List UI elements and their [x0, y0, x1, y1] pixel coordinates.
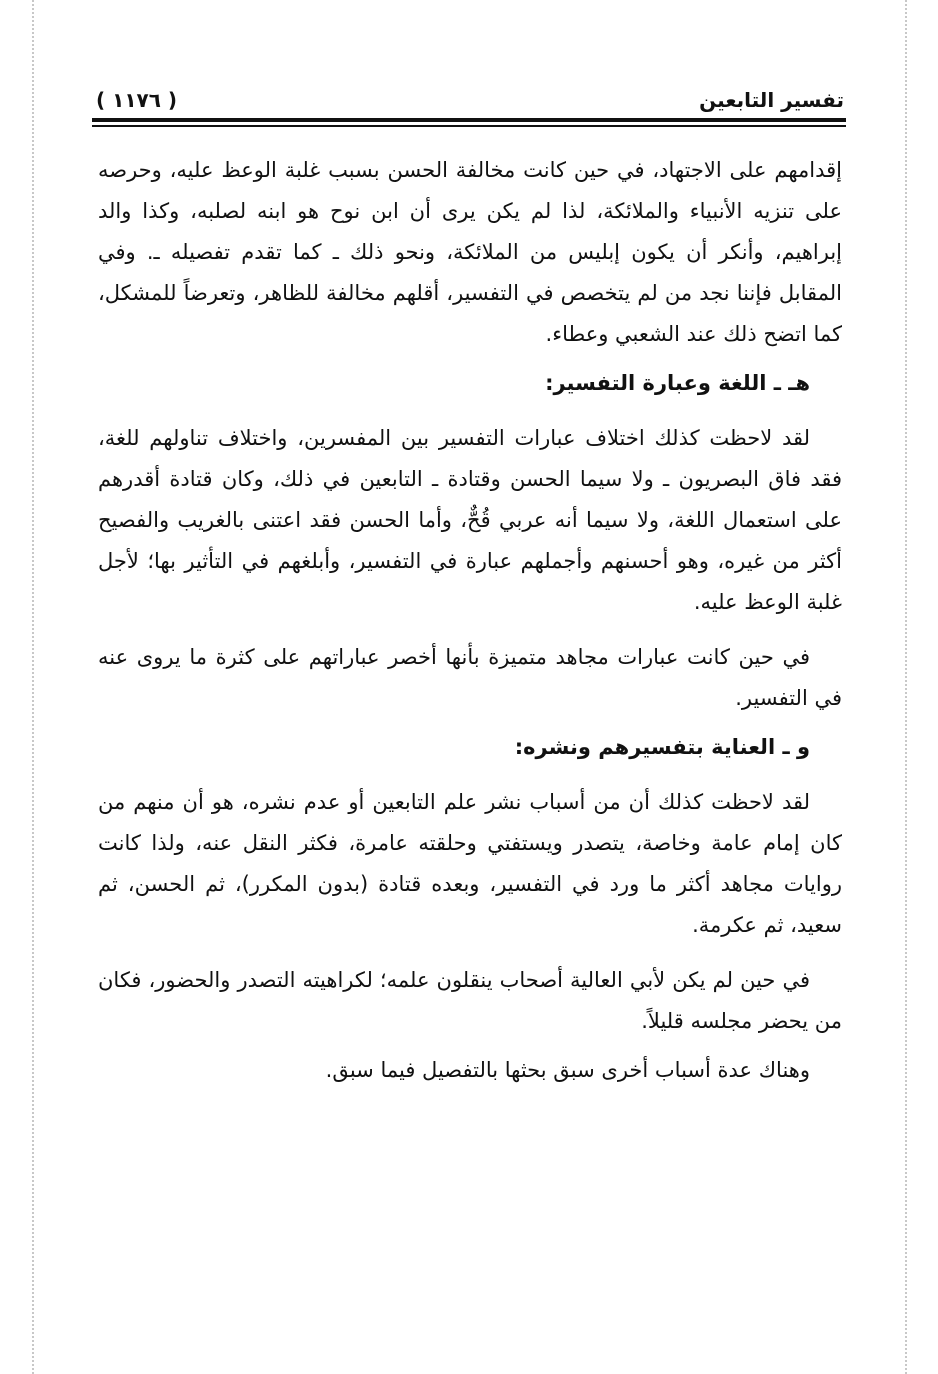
paragraph: في حين كانت عبارات مجاهد متميزة بأنها أخصر عباراتهم على كثرة ما يروى عنه في التفسير.: [98, 645, 842, 710]
header-rule-thin: [92, 125, 846, 127]
paragraph: في حين لم يكن لأبي العالية أصحاب ينقلون علمه؛ لكراهيته التصدر والحضور، فكان من يحضر مجلسه قليلاً.: [98, 968, 842, 1033]
paragraph: إقدامهم على الاجتهاد، في حين كانت مخالفة الحسن بسبب غلبة الوعظ عليه، وحرصه على تنزيه الأنبياء والملائكة، لذا لم يكن يرى أن ابن نوح هو ابنه لصلبه، وكذا والد إبراهيم، وأنكر أن يكون إبليس من الملائكة، ونحو ذلك ـ كما تقدم تفصيله ـ. وفي المقابل فإننا نجد من لم يتخصص في التفسير، أقلهم مخالفة للظاهر، وتعرضاً للمشكل، كما اتضح ذلك عند الشعبي وعطاء.: [98, 158, 842, 346]
section-heading: هـ ـ اللغة وعبارة التفسير:: [545, 371, 810, 395]
paragraph: وهناك عدة أسباب أخرى سبق بحثها بالتفصيل فيما سبق.: [325, 1058, 810, 1082]
header-rule-thick: [92, 118, 846, 122]
page-number: ( ١١٧٦ ): [96, 88, 178, 112]
section-heading: و ـ العناية بتفسيرهم ونشره:: [514, 735, 810, 759]
scan-margin-left: [32, 0, 34, 1374]
page-body: [98, 150, 842, 1091]
scan-margin-right: [905, 0, 907, 1374]
paragraph: لقد لاحظت كذلك أن من أسباب نشر علم التابعين أو عدم نشره، هو أن منهم من كان إمام عامة وخاصة، يتصدر ويستفتي وحلقته عامرة، فكثر النقل عنه، ولذا كانت روايات مجاهد أكثر ما ورد في التفسير، وبعده قتادة (بدون المكرر)، ثم الحسن، ثم سعيد، ثم عكرمة.: [98, 790, 842, 937]
paragraph: لقد لاحظت كذلك اختلاف عبارات التفسير بين المفسرين، واختلاف تناولهم للغة، فقد فاق البصريون ـ ولا سيما الحسن وقتادة ـ التابعين في ذلك، وكان قتادة أقدرهم على استعمال اللغة، ولا سيما أنه عربي قُحٌّ، وأما الحسن فقد اعتنى بالغريب والفصيح أكثر من غيره، وهو أحسنهم وأجملهم عبارة في التفسير، وأبلغهم في التأثير بها؛ لأجل غلبة الوعظ عليه.: [98, 426, 842, 614]
page-header: [96, 86, 844, 114]
running-title: تفسير التابعين: [699, 88, 844, 112]
